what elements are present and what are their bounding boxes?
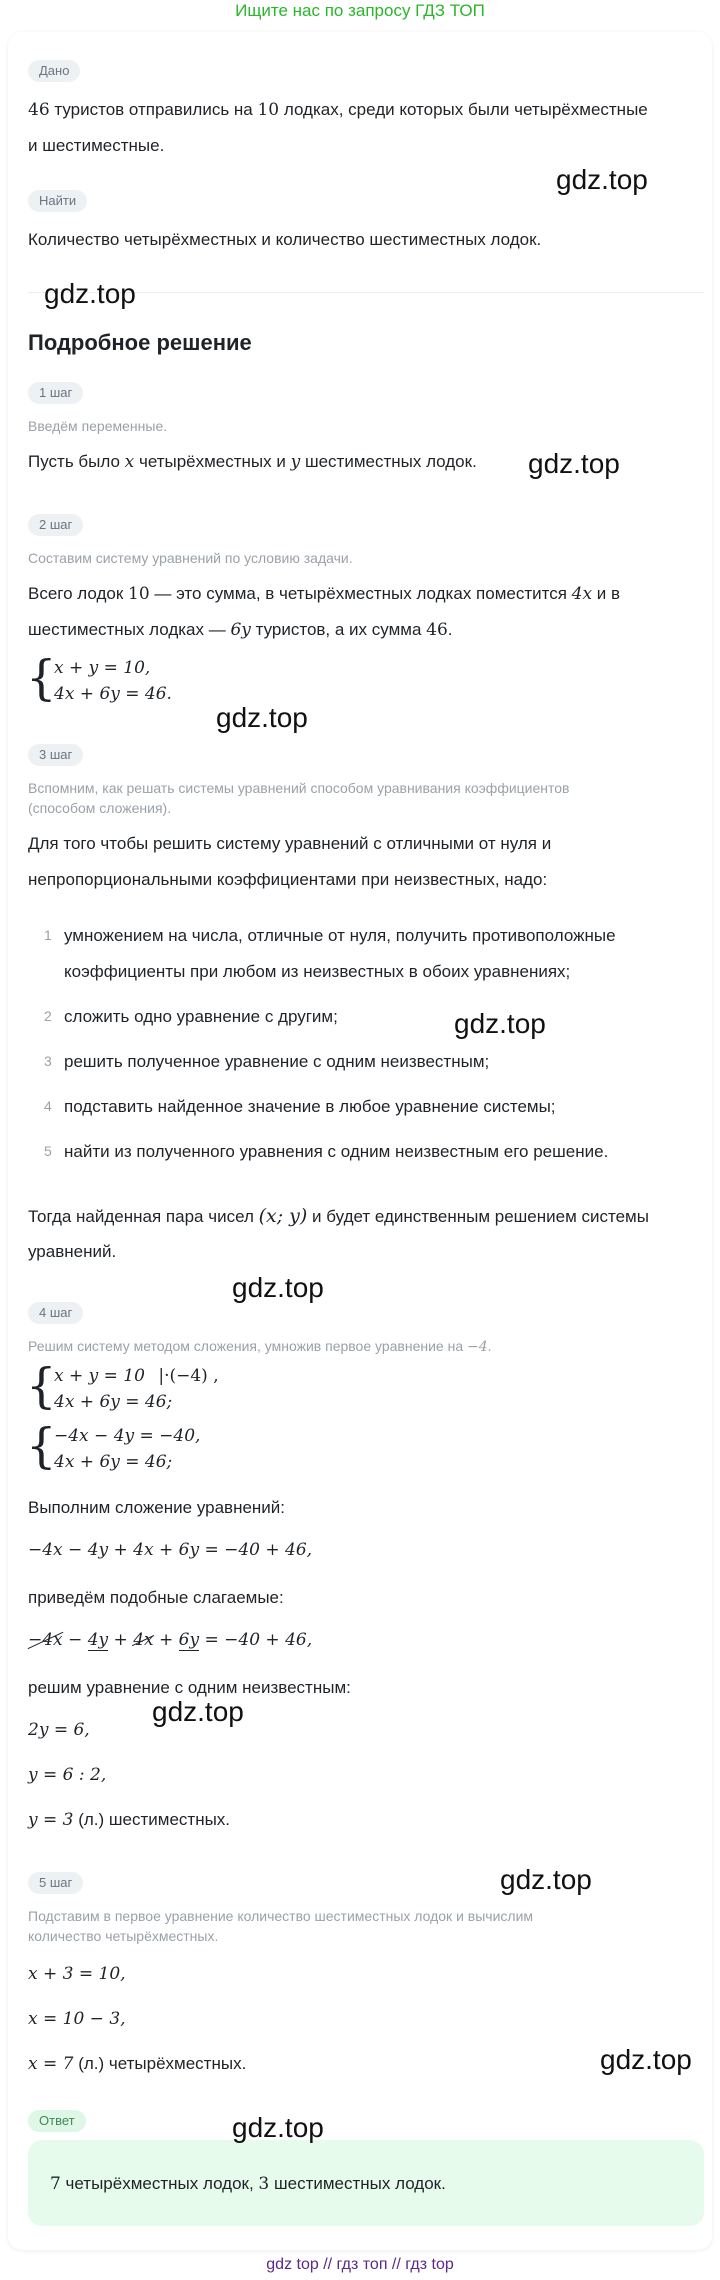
list-number: 3 xyxy=(44,1053,52,1069)
step2-hint: Составим систему уравнений по условию задачи. xyxy=(28,550,353,566)
step1-text: Пусть было x четырёхместных и y шестиместных лодок. xyxy=(28,452,477,472)
step2-text-line1: Всего лодок 10 — это сумма, в четырёхместных лодках поместится 4x и в xyxy=(28,584,621,604)
watermark: gdz.top xyxy=(232,2112,324,2143)
system1-brace: { xyxy=(26,1358,57,1414)
step5-hint-line1: Подставим в первое уравнение количество шестиместных лодок и вычислим xyxy=(28,1908,534,1924)
watermark: gdz.top xyxy=(216,702,308,733)
system1-eq2: 4x + 6y = 46; xyxy=(54,1392,173,1412)
list-item: сложить одно уравнение с другим; xyxy=(64,1007,338,1026)
watermark: gdz.top xyxy=(454,1008,546,1039)
find-chip: Найти xyxy=(28,190,87,212)
step5-line2: x = 10 − 3, xyxy=(28,2009,126,2029)
step1-hint: Введём переменные. xyxy=(28,418,168,434)
step1-chip: 1 шаг xyxy=(28,382,83,404)
list-item: найти из полученного уравнения с одним неизвестным его решение. xyxy=(64,1142,609,1161)
watermark: gdz.top xyxy=(600,2044,692,2075)
given-text: 46 туристов отправились на 10 лодках, среди которых были четырёхместные xyxy=(28,100,648,120)
watermark: gdz.top xyxy=(556,164,648,195)
list-number: 1 xyxy=(44,927,52,943)
step3-para-line1: Для того чтобы решить систему уравнений с отличными от нуля и xyxy=(28,834,552,853)
watermark: gdz.top xyxy=(500,1864,592,1895)
watermark: gdz.top xyxy=(232,1272,324,1303)
step3-para-line2: непропорциональными коэффициентами при неизвестных, надо: xyxy=(28,870,548,889)
list-item: подставить найденное значение в любое уравнение системы; xyxy=(64,1097,556,1116)
find-text: Количество четырёхместных и количество шестиместных лодок. xyxy=(28,230,542,249)
like-terms-equation: −4x − 4y + 4x + 6y = −40 + 46, xyxy=(28,1630,313,1650)
list-item: решить полученное уравнение с одним неизвестным; xyxy=(64,1052,490,1071)
system2-eq1: −4x − 4y = −40, xyxy=(54,1426,201,1446)
watermark: gdz.top xyxy=(152,1696,244,1727)
system-eq1: x + y = 10, xyxy=(54,658,151,678)
result-line3: y = 3 (л.) шестиместных. xyxy=(28,1810,231,1830)
list-number: 2 xyxy=(44,1008,52,1024)
given-text-line2: и шестиместные. xyxy=(28,136,165,155)
addition-equation: −4x − 4y + 4x + 6y = −40 + 46, xyxy=(28,1540,313,1560)
step3-hint-line2: (способом сложения). xyxy=(28,800,172,816)
step3-conclusion-line1: Тогда найденная пара чисел (x; y) и будет единственным решением системы xyxy=(28,1205,649,1227)
step4-hint: Решим систему методом сложения, умножив первое уравнение на −4. xyxy=(28,1338,492,1355)
list-item-continued: коэффициенты при любом из неизвестных в обоих уравнениях; xyxy=(64,962,571,981)
answer-text: 7 четырёхместных лодок, 3 шестиместных лодок. xyxy=(50,2174,446,2194)
like-terms-label: приведём подобные слагаемые: xyxy=(28,1588,284,1607)
list-number: 5 xyxy=(44,1143,52,1159)
watermark: gdz.top xyxy=(44,278,136,309)
result-line1: 2y = 6, xyxy=(28,1720,90,1740)
list-item: умножением на числа, отличные от нуля, получить противоположные xyxy=(64,926,616,945)
step5-hint-line2: количество четырёхместных. xyxy=(28,1928,219,1944)
system-eq2: 4x + 6y = 46. xyxy=(54,684,172,704)
step2-text-line2: шестиместных лодках — 6y туристов, а их сумма 46. xyxy=(28,620,453,640)
system1-eq1: x + y = 10 |·(−4) , xyxy=(54,1366,219,1386)
given-chip: Дано xyxy=(28,60,80,82)
search-banner[interactable]: Ищите нас по запросу ГДЗ ТОП xyxy=(235,1,485,20)
system-brace: { xyxy=(26,650,57,706)
result-line2: y = 6 : 2, xyxy=(28,1765,107,1785)
step5-line3: x = 7 (л.) четырёхместных. xyxy=(28,2054,247,2074)
step3-chip: 3 шаг xyxy=(28,744,83,766)
solution-title: Подробное решение xyxy=(28,330,252,355)
step3-conclusion-line2: уравнений. xyxy=(28,1242,117,1261)
system2-eq2: 4x + 6y = 46; xyxy=(54,1452,173,1472)
step5-chip: 5 шаг xyxy=(28,1872,83,1894)
solve-label: решим уравнение с одним неизвестным: xyxy=(28,1678,351,1697)
watermark: gdz.top xyxy=(528,448,620,479)
system2-brace: { xyxy=(26,1418,57,1474)
addition-label: Выполним сложение уравнений: xyxy=(28,1498,286,1517)
step2-chip: 2 шаг xyxy=(28,514,83,536)
step3-hint-line1: Вспомним, как решать системы уравнений способом уравнивания коэффициентов xyxy=(28,780,570,796)
answer-chip: Ответ xyxy=(28,2110,86,2132)
list-number: 4 xyxy=(44,1098,52,1114)
step4-chip: 4 шаг xyxy=(28,1302,83,1324)
footer-links[interactable]: gdz top // гдз топ // гдз top xyxy=(266,2256,454,2273)
step5-line1: x + 3 = 10, xyxy=(28,1964,126,1984)
